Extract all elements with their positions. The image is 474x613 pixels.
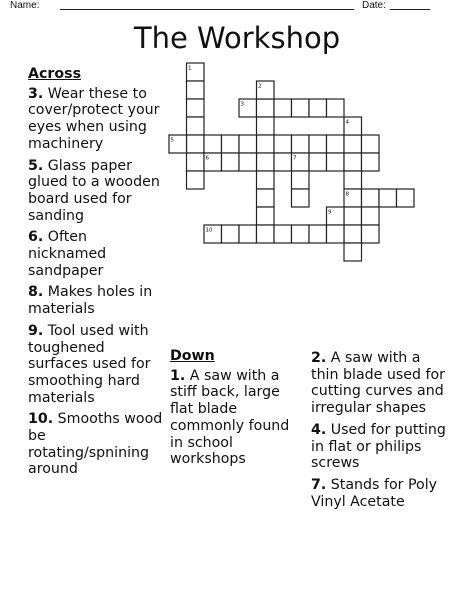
grid-cell[interactable] (397, 189, 415, 207)
clue-number: 9. (28, 322, 44, 339)
clue-text: Glass paper glued to a wooden board used for sanding (28, 157, 160, 224)
clue-item (28, 284, 163, 317)
grid-cell[interactable] (362, 189, 380, 207)
clue-number: 3. (28, 85, 44, 102)
grid-cell[interactable] (327, 153, 345, 171)
grid-cell[interactable] (239, 153, 257, 171)
grid-cell[interactable] (257, 225, 275, 243)
grid-cell[interactable] (344, 225, 362, 243)
down-clues-left (170, 348, 300, 473)
clue-number: 8. (28, 284, 44, 301)
grid-cell[interactable] (222, 225, 240, 243)
grid-cell[interactable] (309, 99, 327, 117)
grid-cell[interactable] (292, 99, 310, 117)
grid-cell[interactable] (257, 117, 275, 135)
cell-number: 8 (345, 191, 349, 198)
clue-item (170, 368, 300, 468)
grid-cell[interactable] (187, 117, 205, 135)
grid-cell[interactable] (327, 225, 345, 243)
grid-cell[interactable] (292, 189, 310, 207)
grid-cell[interactable] (379, 189, 397, 207)
grid-cell[interactable] (187, 135, 205, 153)
clue-number: 7. (311, 476, 327, 493)
clue-number: 2. (311, 350, 327, 366)
clue-number: 5. (28, 157, 44, 174)
grid-cell[interactable] (309, 153, 327, 171)
cell-number: 9 (328, 209, 332, 216)
grid-cell[interactable] (362, 207, 380, 225)
clue-number: 4. (311, 421, 327, 438)
across-heading: Across (28, 66, 82, 82)
across-clues (28, 66, 163, 483)
grid-cell[interactable] (292, 171, 310, 189)
clue-text: Stands for Poly Vinyl Acetate (311, 476, 438, 510)
grid-cell[interactable] (187, 153, 205, 171)
grid-cell[interactable] (344, 171, 362, 189)
cell-number: 1 (188, 65, 192, 72)
cell-number: 6 (205, 155, 209, 162)
grid-cell[interactable] (257, 171, 275, 189)
grid-cell[interactable] (187, 171, 205, 189)
grid-cell[interactable] (309, 225, 327, 243)
grid-cell[interactable] (344, 207, 362, 225)
grid-cell[interactable] (187, 81, 205, 99)
grid-cell[interactable] (257, 189, 275, 207)
clue-text: Used for putting in flat or philips screws (311, 421, 446, 472)
clue-item (28, 323, 163, 407)
grid-cell[interactable] (274, 99, 292, 117)
date-label: Date: (362, 0, 386, 11)
clue-item (28, 411, 163, 478)
grid-cell[interactable] (309, 135, 327, 153)
clue-number: 10. (28, 411, 54, 428)
grid-cell[interactable] (222, 153, 240, 171)
clue-text: Smooths wood be rotating/spnining around (28, 411, 163, 478)
grid-cell[interactable] (257, 207, 275, 225)
grid-cell[interactable] (257, 135, 275, 153)
grid-cell[interactable] (292, 135, 310, 153)
clue-text: Often nicknamed sandpaper (28, 229, 107, 279)
name-label: Name: (10, 0, 40, 11)
clue-item (311, 422, 451, 472)
cell-number: 3 (240, 101, 244, 108)
grid-cell[interactable] (344, 135, 362, 153)
grid-cell[interactable] (327, 99, 345, 117)
grid-cell[interactable] (362, 225, 380, 243)
clue-item (311, 350, 451, 417)
cell-number: 7 (293, 155, 297, 162)
cell-number: 10 (205, 227, 213, 234)
clue-number: 6. (28, 229, 44, 246)
down-clues-right (311, 350, 451, 515)
grid-cell[interactable] (344, 153, 362, 171)
grid-cell[interactable] (187, 99, 205, 117)
clue-text: Tool used with toughened surfaces used for smoothing hard materials (28, 322, 151, 406)
clue-item (28, 158, 163, 225)
grid-cell[interactable] (274, 225, 292, 243)
grid-cell[interactable] (257, 99, 275, 117)
grid-cell[interactable] (362, 153, 380, 171)
clue-text: A saw with a thin blade used for cutting curves and irregular shapes (311, 350, 446, 417)
grid-cell[interactable] (292, 225, 310, 243)
grid-cell[interactable] (204, 135, 222, 153)
down-heading: Down (170, 348, 215, 364)
cell-number: 2 (258, 83, 262, 90)
grid-cell[interactable] (274, 135, 292, 153)
clue-text: Wear these to cover/protect your eyes when using machinery (28, 85, 160, 152)
clue-number: 1. (170, 367, 186, 384)
cell-number: 4 (345, 119, 349, 126)
clue-item (28, 86, 163, 153)
grid-cell[interactable] (274, 153, 292, 171)
grid-cell[interactable] (257, 153, 275, 171)
clue-text: Makes holes in materials (28, 284, 153, 318)
grid-cell[interactable] (362, 135, 380, 153)
clue-text: A saw with a stiff back, large flat blade commonly found in school workshops (170, 367, 290, 468)
cell-number: 5 (170, 137, 174, 144)
grid-cell[interactable] (344, 243, 362, 261)
grid-cell[interactable] (239, 225, 257, 243)
grid-cell[interactable] (327, 135, 345, 153)
grid-cell[interactable] (239, 135, 257, 153)
grid-cell[interactable] (222, 135, 240, 153)
clue-item (311, 477, 451, 510)
page-title: The Workshop (133, 21, 341, 55)
clue-item (28, 229, 163, 279)
